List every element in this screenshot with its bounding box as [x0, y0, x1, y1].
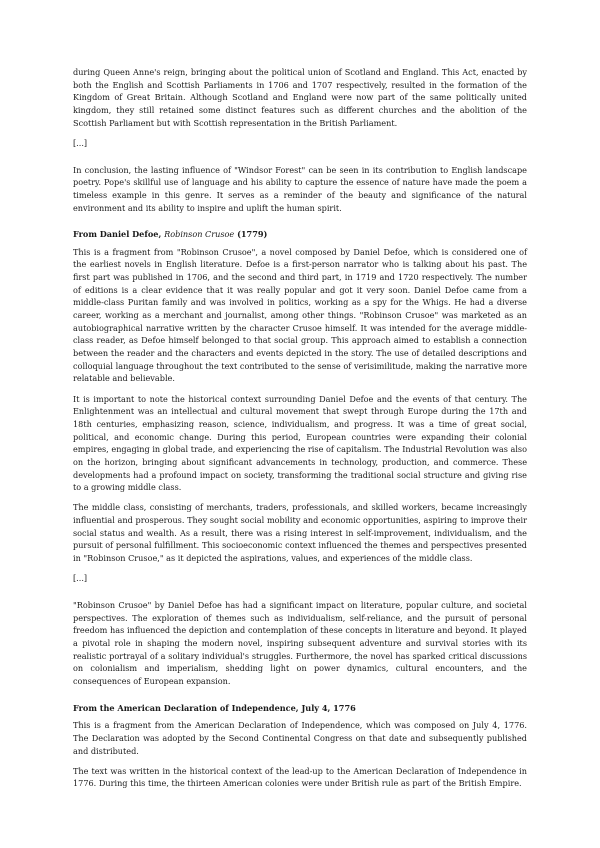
paragraph-union: during Queen Anne's reign, bringing about the political union of Scotland and England. This Act, enacted by both the English and Scottish Parliaments in 1706 and 1707 respectively, resulted in the formation of the Kingdom of Great Britain. Although Scotland and England were now part of the same politically united kingdom, they still retained some distinct features such as different churches and the abolition of the Scottish Parliament but with Scottish representation in the British Parliament. — [73, 67, 527, 128]
ellipsis-marker: [...] — [73, 137, 88, 148]
heading-year: (1779) — [234, 229, 268, 240]
book-title: Robinson Crusoe — [164, 229, 235, 240]
paragraph-conclusion: In conclusion, the lasting influence of "Windsor Forest" can be seen in its contribution to English landscape poetry. Pope's skillful use of language and his ability to capture the essence of nature have made the poem a timeless example in this genre. It serves as a reminder of the beauty and significance of the natural environment and its ability to inspire and uplift the human spirit. — [73, 164, 527, 213]
section-heading-declaration: From the American Declaration of Independence, July 4, 1776 — [73, 702, 356, 713]
paragraph-defoe-context: It is important to note the historical context surrounding Daniel Defoe and the events of that century. The Enlightenment was an intellectual and cultural movement that swept through Europe during the 17th and 18th centuries, emphasizing reason, science, individualism, and progress. It was a time of great social, political, and economic change. During this period, European countries were expanding their colonial empires, engaging in global trade, and experiencing the rise of capitalism. The Industrial Revolution was also on the horizon, bringing about significant advancements in technology, production, and commerce. These developments had a profound impact on society, transforming the traditional social structure and giving rise to a growing middle class. — [73, 393, 527, 493]
paragraph-declaration-context: The text was written in the historical context of the lead-up to the American Declaration of Independence in 1776. During this time, the thirteen American colonies were under British rule as part of the British Empire. — [73, 765, 527, 789]
ellipsis-marker: [...] — [73, 573, 88, 584]
paragraph-declaration-intro: This is a fragment from the American Declaration of Independence, which was composed on July 4, 1776. The Declaration was adopted by the Second Continental Congress on that date and subsequently published and distributed. — [73, 720, 527, 756]
section-heading-defoe — [73, 228, 527, 241]
paragraph-defoe-middle-class: The middle class, consisting of merchants, traders, professionals, and skilled workers, became increasingly influential and prosperous. They sought social mobility and economic opportunities, aspiring to improve their social status and wealth. As a result, there was a rising interest in self-improvement, individualism, and the pursuit of personal fulfillment. This socioeconomic context influenced the themes and perspectives presented in "Robinson Crusoe," as it depicted the aspirations, values, and experiences of the middle class. — [73, 502, 527, 564]
paragraph-defoe-intro: This is a fragment from "Robinson Crusoe", a novel composed by Daniel Defoe, which is considered one of the earliest novels in English literature. Defoe is a first-person narrator who is talking about his past. The first part was published in 1706, and the second and third part, in 1719 and 1720 respectively. The number of editions is a clear evidence that it was really popular and got it very soon. Daniel Defoe came from a middle-class Puritan family and was involved in politics, working as a spy for the Whigs. He had a diverse career, working as a merchant and journalist, among other things. "Robinson Crusoe" was marketed as an autobiographical narrative written by the character Crusoe himself. It was intended for the average middle-class reader, as Defoe himself belonged to that social group. This approach aimed to establish a connection between the reader and the characters and events depicted in the story. The use of detailed descriptions and colloquial language throughout the text contributed to the sense of verisimilitude, making the narrative more relatable and believable. — [73, 246, 527, 384]
heading-prefix: From Daniel Defoe, — [73, 229, 165, 240]
paragraph-defoe-impact: "Robinson Crusoe" by Daniel Defoe has had a significant impact on literature, popular culture, and societal perspectives. The exploration of themes such as individualism, self-reliance, and the pursuit of personal freedom has influenced the depiction and contemplation of these concepts in literature and beyond. It played a pivotal role in shaping the modern novel, inspiring subsequent adventure and survival stories with its realistic portrayal of a solitary individual's struggles. Furthermore, the novel has sparked critical discussions on colonialism and imperialism, shedding light on power dynamics, cultural encounters, and the consequences of European expansion. — [73, 600, 527, 686]
